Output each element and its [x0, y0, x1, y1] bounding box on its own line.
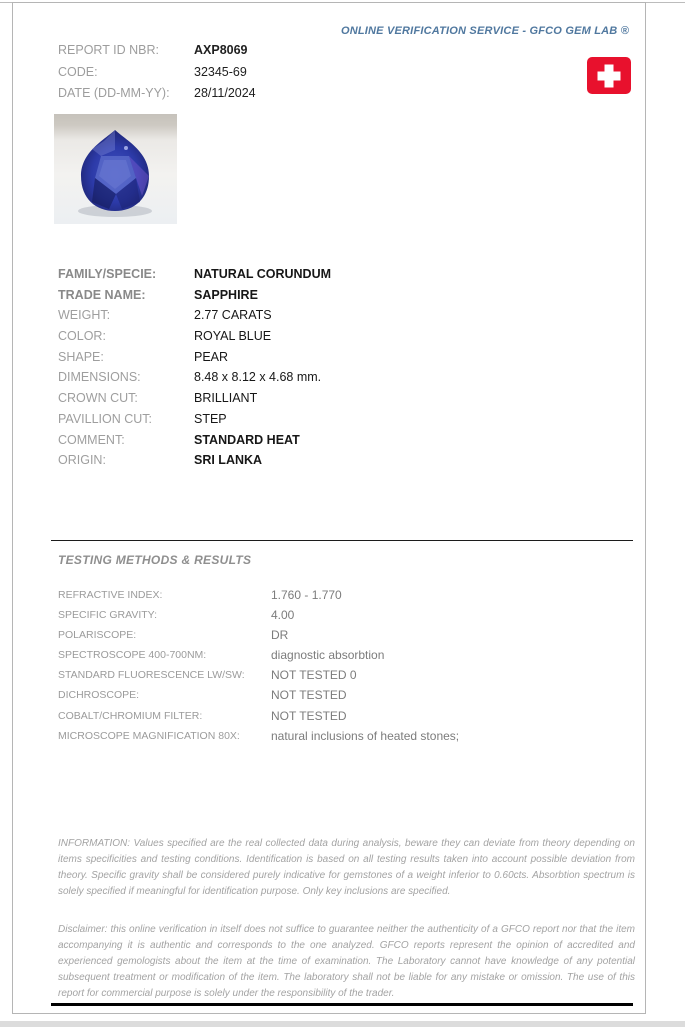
family-specie-value: NATURAL CORUNDUM — [194, 267, 332, 281]
disclaimer-paragraph: Disclaimer: this online verification in itself does not suffice to guarantee neither the authenticity of a GFCO report nor that the item accompanying it is authentic and corresponds to the one analyzed. GFCO reports represent the opinion of accredited and experienced gemologists about the item at the time of examination. The Laboratory cannot have knowledge of any potential subsequent treatment or modification of the item. The laboratory shall not be liable for any mistake or omission. The use of this report for commercial purpose is solely under the responsibility of the trader. — [58, 924, 635, 999]
pavillion-cut-value: STEP — [194, 411, 227, 426]
polariscope-row — [58, 625, 459, 645]
date-value: 28/11/2024 — [194, 86, 256, 100]
swiss-cross-horizontal-bar — [598, 71, 621, 80]
refractive-index-label: REFRACTIVE INDEX: — [58, 589, 163, 601]
information-paragraph: INFORMATION: Values specified are the real collected data during analysis, beware they can deviate from theory depending on items specificities and testing conditions. Identification is based on all testing results taken into account possible deviation from theory. Specific gravity shall be considered purely indicative for gemstones of a weight inferior to 0.60cts. Absorbtion spectrum is solely specified if meaningful for identification purpose. Only key inclusions are specified. — [58, 838, 635, 897]
family-specie-label: FAMILY/SPECIE: — [58, 267, 157, 281]
crown-cut-row — [58, 388, 331, 409]
trade-name-label: TRADE NAME: — [58, 287, 146, 302]
report-id-label: REPORT ID NBR: — [58, 43, 159, 57]
shape-label: SHAPE: — [58, 349, 104, 364]
trade-name-row — [58, 285, 331, 306]
comment-label: COMMENT: — [58, 432, 125, 447]
gem-details-block — [58, 264, 331, 471]
shape-value: PEAR — [194, 349, 229, 364]
spectroscope-label: SPECTROSCOPE 400-700NM: — [58, 649, 207, 662]
microscope-value: natural inclusions of heated stones; — [271, 728, 460, 743]
cobalt-filter-row — [58, 706, 459, 726]
comment-value: STANDARD HEAT — [194, 432, 300, 447]
polariscope-label: POLARISCOPE: — [58, 629, 137, 642]
code-value: 32345-69 — [194, 64, 247, 79]
color-value: ROYAL BLUE — [194, 329, 272, 344]
section-divider-line — [51, 540, 633, 541]
dimensions-label: DIMENSIONS: — [58, 370, 141, 385]
spectroscope-value: diagnostic absorbtion — [271, 648, 385, 663]
testing-results-block — [58, 585, 459, 746]
service-title: ONLINE VERIFICATION SERVICE - GFCO GEM LAB ® — [340, 25, 629, 37]
gemstone-photo — [54, 114, 177, 224]
microscope-label: MICROSCOPE MAGNIFICATION 80X: — [58, 729, 240, 742]
origin-label: ORIGIN: — [58, 453, 106, 468]
refractive-index-value: 1.760 - 1.770 — [271, 588, 342, 602]
pavillion-cut-row — [58, 409, 331, 430]
spectroscope-row — [58, 645, 459, 665]
window-bottom-edge — [0, 1021, 685, 1027]
origin-row — [58, 450, 331, 471]
cobalt-filter-label: COBALT/CHROMIUM FILTER: — [58, 709, 203, 722]
dimensions-value: 8.48 x 8.12 x 4.68 mm. — [194, 370, 322, 385]
dimensions-row — [58, 367, 331, 388]
date-label: DATE (DD-MM-YY): — [58, 86, 170, 100]
dichroscope-row — [58, 685, 459, 705]
crown-cut-label: CROWN CUT: — [58, 391, 138, 406]
sapphire-gem-illustration — [54, 114, 177, 224]
report-id-row — [58, 40, 256, 62]
testing-section-heading: TESTING METHODS & RESULTS — [58, 553, 252, 567]
weight-row — [58, 305, 331, 326]
trade-name-value: SAPPHIRE — [194, 287, 258, 302]
certificate-page — [12, 2, 646, 1014]
date-row — [58, 83, 256, 105]
report-id-value: AXP8069 — [194, 43, 248, 57]
color-row — [58, 326, 331, 347]
crown-cut-value: BRILLIANT — [194, 391, 258, 406]
microscope-row — [58, 726, 459, 746]
weight-label: WEIGHT: — [58, 308, 111, 323]
pavillion-cut-label: PAVILLION CUT: — [58, 411, 153, 426]
dichroscope-value: NOT TESTED — [271, 688, 347, 703]
specific-gravity-row — [58, 605, 459, 625]
comment-row — [58, 430, 331, 451]
color-label: COLOR: — [58, 329, 106, 344]
family-specie-row — [58, 264, 331, 285]
fluorescence-value: NOT TESTED 0 — [271, 668, 357, 683]
fluorescence-row — [58, 665, 459, 685]
origin-value: SRI LANKA — [194, 453, 263, 468]
shape-row — [58, 347, 331, 368]
polariscope-value: DR — [271, 628, 289, 643]
dichroscope-label: DICHROSCOPE: — [58, 689, 140, 702]
specific-gravity-label: SPECIFIC GRAVITY: — [58, 609, 157, 622]
refractive-index-row — [58, 585, 459, 605]
weight-value: 2.77 CARATS — [194, 308, 272, 323]
swiss-flag-icon — [587, 57, 631, 94]
cobalt-filter-value: NOT TESTED — [271, 708, 347, 723]
footer-rule-line — [51, 1003, 633, 1006]
code-row — [58, 62, 256, 84]
fluorescence-label: STANDARD FLUORESCENCE LW/SW: — [58, 669, 245, 682]
report-id-block — [58, 40, 256, 105]
code-label: CODE: — [58, 64, 98, 79]
specific-gravity-value: 4.00 — [271, 608, 295, 623]
